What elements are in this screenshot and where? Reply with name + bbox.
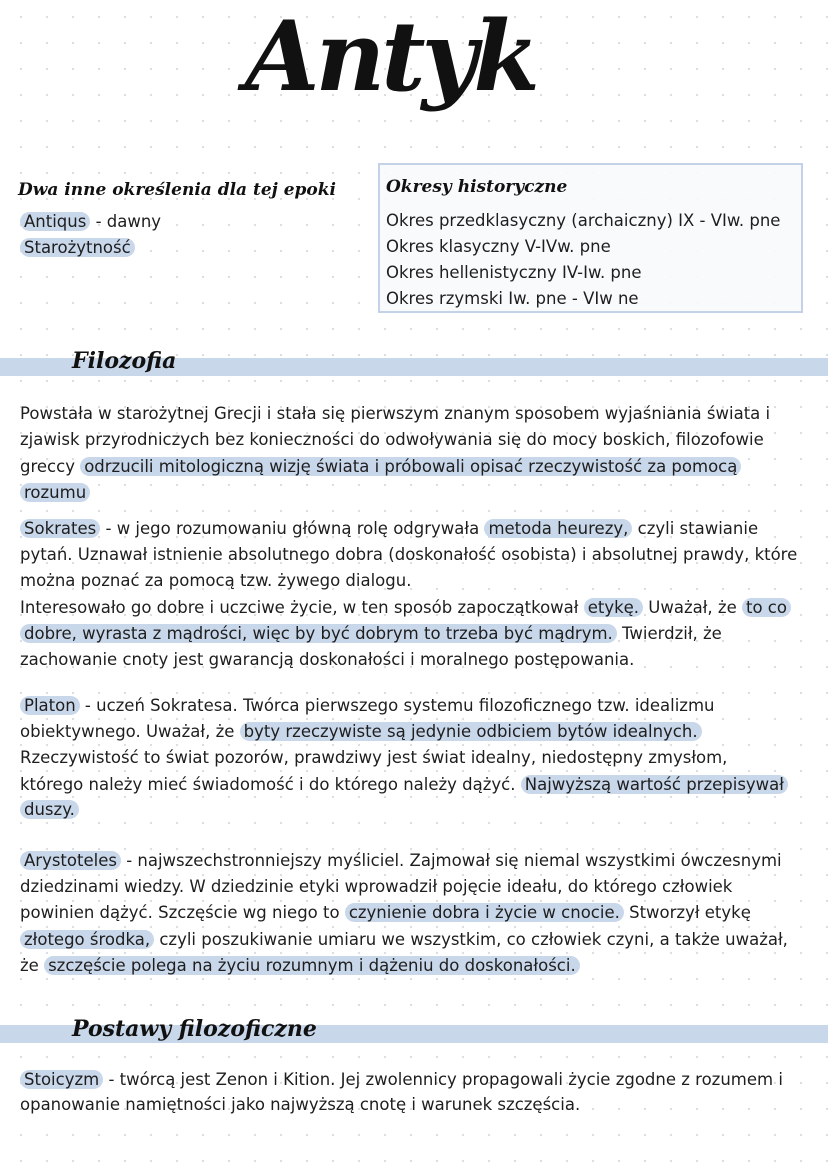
- text-line: [20, 747, 727, 769]
- text-segment: można poznać za pomocą tzw. żywego dialogu.: [20, 571, 412, 590]
- text-line: [20, 1094, 580, 1116]
- text-segment: - twórcą jest Zenon i Kition. Jej zwolennicy propagowali życie zgodne z rozumem i: [103, 1070, 783, 1089]
- text-line: [20, 623, 722, 645]
- highlighted-text: Stoicyzm: [20, 1070, 103, 1089]
- historical-periods-box: [378, 163, 803, 313]
- text-segment: Powstała w starożytnej Grecji i stała się pierwszym znanym sposobem wyjaśniania świata i: [20, 404, 771, 423]
- text-line: [20, 570, 411, 592]
- text-line: [20, 456, 741, 478]
- text-line: [20, 774, 788, 796]
- period-item: Okres przedklasyczny (archaiczny) IX - VIw. pne: [386, 211, 781, 230]
- period-item: Okres klasyczny V-IVw. pne: [386, 237, 611, 256]
- text-segment: Uważał, że: [643, 598, 742, 617]
- text-line: [20, 929, 788, 951]
- highlighted-text: odrzucili mitologiczną wizję świata i próbowali opisać rzeczywistość za pomocą: [80, 457, 741, 476]
- other-names-heading: Dwa inne określenia dla tej epoki: [18, 180, 337, 200]
- text-segment: - najwszechstronniejszy myśliciel. Zajmował się niemal wszystkimi ówczesnymi: [120, 851, 782, 870]
- text-line: [20, 429, 764, 451]
- text-line: [20, 518, 758, 540]
- text-segment: - w jego rozumowaniu główną rolę odgrywała: [100, 519, 485, 538]
- page-title: Antyk: [245, 0, 536, 113]
- text-line: [20, 695, 715, 717]
- text-segment: Rzeczywistość to świat pozorów, prawdziwy jest świat idealny, niedostępny zmysłom,: [20, 748, 728, 767]
- text-segment: którego należy mieć świadomość i do którego należy dążyć.: [20, 775, 521, 794]
- text-line: [20, 876, 732, 898]
- highlighted-text: czynienie dobra i życie w cnocie.: [345, 903, 624, 922]
- text-segment: - uczeń Sokratesa. Twórca pierwszego systemu filozoficznego tzw. idealizmu: [79, 696, 715, 715]
- period-item: Okres rzymski Iw. pne - VIw ne: [386, 289, 639, 308]
- text-line: [20, 955, 580, 977]
- term-definition: - dawny: [90, 212, 162, 231]
- text-line: [20, 482, 90, 504]
- text-segment: zachowanie cnoty jest gwarancją doskonałości i moralnego postępowania.: [20, 650, 635, 669]
- text-line: [20, 597, 791, 619]
- period-item: Okres hellenistyczny IV-Iw. pne: [386, 263, 642, 282]
- highlighted-text: szczęście polega na życiu rozumnym i dążeniu do doskonałości.: [44, 956, 580, 975]
- text-line: [20, 799, 79, 821]
- highlighted-text: złotego środka,: [20, 930, 154, 949]
- highlighted-text: Sokrates: [20, 519, 100, 538]
- text-segment: Twierdził, że: [616, 624, 722, 643]
- text-segment: czyli poszukiwanie umiaru we wszystkim, co człowiek czyni, a także uważał,: [154, 930, 788, 949]
- text-line: [20, 1069, 783, 1091]
- text-line: [20, 649, 634, 671]
- text-segment: opanowanie namiętności jako najwyższą cnotę i warunek szczęścia.: [20, 1095, 581, 1114]
- highlighted-text: Najwyższą wartość przepisywał: [521, 775, 788, 794]
- highlighted-text: byty rzeczywiste są jedynie odbiciem bytów idealnych.: [240, 722, 702, 741]
- highlighted-text: duszy.: [20, 800, 79, 819]
- highlighted-term: Starożytność: [20, 238, 135, 257]
- highlighted-text: Platon: [20, 696, 80, 715]
- highlighted-text: rozumu: [20, 483, 90, 502]
- highlighted-term: Antiqus: [20, 212, 90, 231]
- text-line: [20, 544, 797, 566]
- highlighted-text: to co: [742, 598, 791, 617]
- text-segment: greccy: [20, 457, 81, 476]
- text-line: [20, 850, 782, 872]
- other-name-item: [20, 237, 135, 259]
- text-line: [20, 403, 770, 425]
- text-segment: że: [20, 956, 45, 975]
- text-segment: zjawisk przyrodniczych bez konieczności do odwoływania się do mocy boskich, filozofowie: [20, 430, 764, 449]
- text-segment: dziedzinami wiedzy. W dziedzinie etyki wprowadził pojęcie ideału, do którego człowiek: [20, 877, 733, 896]
- highlighted-text: etykę.: [584, 598, 643, 617]
- text-line: [20, 902, 751, 924]
- text-segment: obiektywnego. Uważał, że: [20, 722, 240, 741]
- text-segment: pytań. Uznawał istnienie absolutnego dobra (doskonałość osobista) i absolutnej prawdy, które: [20, 545, 798, 564]
- text-segment: czyli stawianie: [632, 519, 759, 538]
- text-segment: Stworzył etykę: [623, 903, 751, 922]
- highlighted-text: dobre, wyrasta z mądrości, więc by być dobrym to trzeba być mądrym.: [20, 624, 617, 643]
- section-heading-filozofia: Filozofia: [72, 348, 177, 374]
- periods-heading: Okresy historyczne: [386, 177, 568, 197]
- other-name-item: [20, 211, 161, 233]
- text-segment: powinien dążyć. Szczęście wg niego to: [20, 903, 345, 922]
- section-heading-postawy: Postawy filozoficzne: [72, 1016, 317, 1042]
- highlighted-text: metoda heurezy,: [484, 519, 632, 538]
- highlighted-text: Arystoteles: [20, 851, 121, 870]
- text-line: [20, 721, 702, 743]
- text-segment: Interesowało go dobre i uczciwe życie, w ten sposób zapoczątkował: [20, 598, 584, 617]
